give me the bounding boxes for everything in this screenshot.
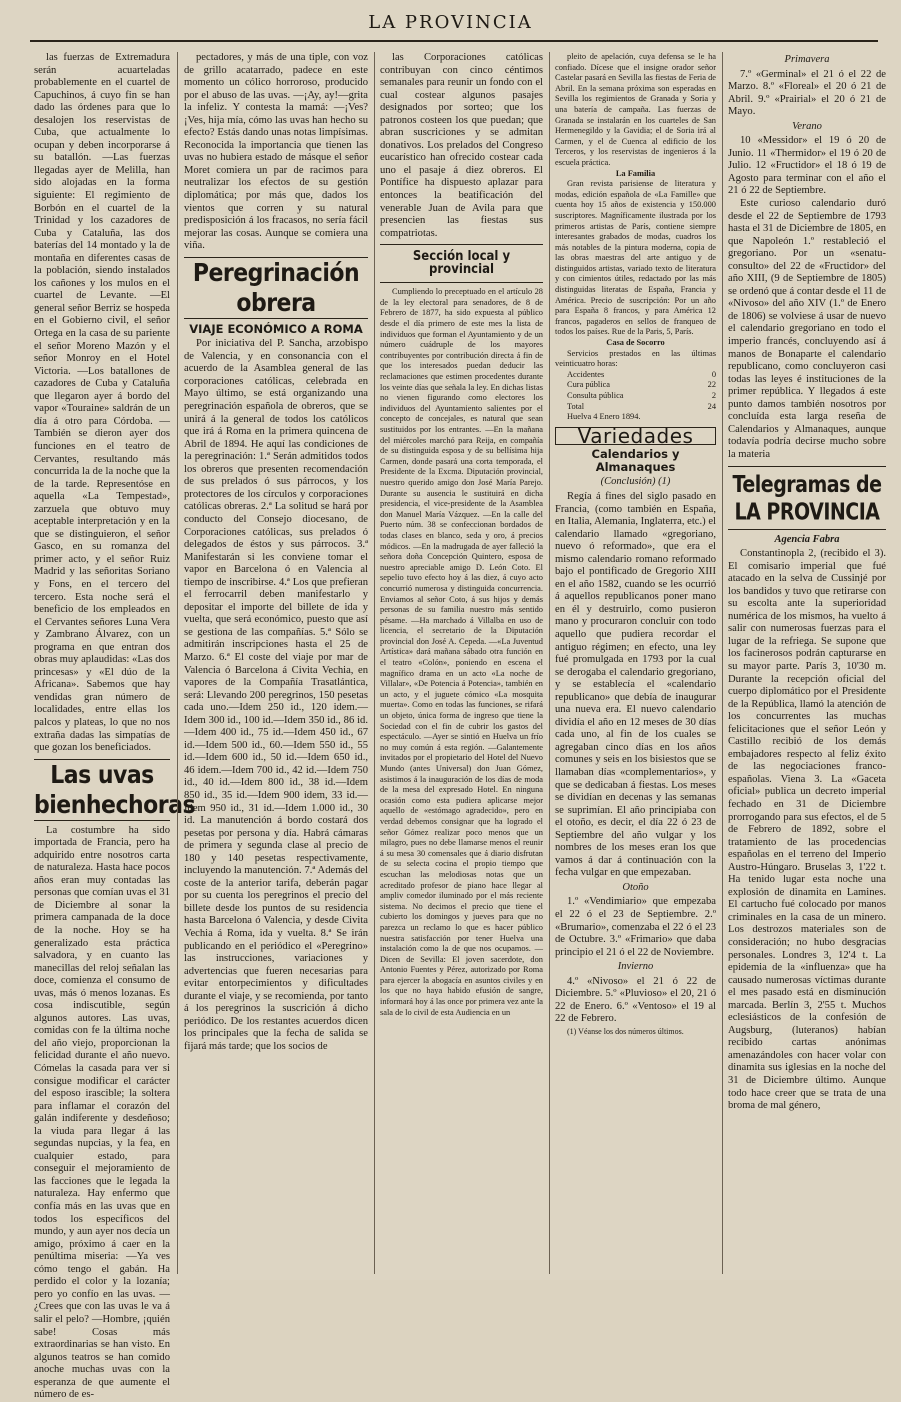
- article-text: las Corporaciones católicas contribuyan con cinco céntimos semanales para reunir un fondo con el cual costear algunos pasajes designados por sorteo; que los patronos costeen los que puedan; que abran suscriciones y se admitan donativos. Los prelados del Congreso eucarístico han ofrecido costear cada uno el pasaje á diez obreros. El Pontífice ha dispuesto aplazar para entonces la beatificación del venerable Juan de Avila para que presencien las fiestas sus compatriotas.: [380, 52, 543, 239]
- familia-heading: La Familia: [615, 168, 656, 178]
- section-heading-box: [380, 244, 543, 283]
- article-text: pectadores, y más de una tiple, con voz de grillo acatarrado, padece en este momento un cólico horroroso, producido por el abuso de las uvas. —¡Ay, ay!—grita la infeliz. Y contesta la mamá: —¡Ves? ¡Ves, hija mía, cómo las uvas han hecho su efecto? Estás dando unas notas limpísimas. Reconocida la importancia que tienen las uvas no hubiera estado de másque el señor Moret comiera un par de racimos para neutralizar los efectos de su gestión diplomática; por más que, dados los vientos que corren y su natural predisposición á los fracasos, no sería fácil mejorar las cosas. Aunque se comiera una viña.: [184, 52, 368, 252]
- article-text: La costumbre ha sido importada de Francia, pero ha adquirido entre nosotros carta de naturaleza. Hasta hace pocos años eran muy contadas las personas que comían uvas el 31 de Diciembre al sonar la primera campanada de la doce de la noche. Hoy se ha generalizado esta práctica salvadora, y en cuanto las manecillas del reloj señalan las doce, comienza el consumo de uvas, más ó menos lozanas. Es cosa indiscutible, según algunos autores. Las uvas, comidas con fe la última noche del año viejo, proporcionan la felicidad durante el año nuevo. Cómelas la casada para ver si consigue modificar el carácter del esposo irascible; la soltera para inflamar el corazón del galán indiferente y desdeñoso; la viuda para llegar á las segundas nupcias, y la fea, en cualquier estado, para conseguir el mejoramiento de las facciones que le legada la naturaleza. Hay enfermo que confía más en las uvas que en todos los específicos del mundo, y aun ayer nos decía un amigo, próximo á caer en la penúltima miseria: —Ya ves cómo tengo el gabán. Ha perdido el color y la lozanía; pero yo confío en las uvas. —¿Crees que con las uvas le va á salir el pelo? —Hombre, ¡quién sabe! Cosas más extraordinarias se han visto. En algunos teatros se han comido anoche muchas uvas con la esperanza de que aumente el número de es-: [34, 824, 170, 1401]
- article-heading: Peregrinación obrera: [192, 258, 360, 318]
- familia-text: Gran revista parisiense de literatura y modas, edición española de «La Famille» que cuenta hoy 15 años de existencia y 150.000 suscriptores. Magníficamente ilustrada por los primeros artistas de París, contiene siempre interesantes grabados de modas, cuadros los más notables de la pintura moderna, copia de las obras maestras del arte antiguo y de distinguidos artistas, variado texto de literatura y con cimientos útiles, redactado por las más distinguidas literatas de España, Francia y América. Precio de suscripción: Por un año para España 8 francos, y para América 12 francos, pagaderos en sellos de franqueo de todos los países. Rue de la Paris, 5, París.: [555, 179, 716, 337]
- column-divider: [177, 52, 178, 1274]
- socorro-row: [555, 380, 716, 391]
- socorro-row-label: Accidentes: [567, 369, 605, 379]
- section-heading-box: [184, 257, 368, 319]
- primavera-heading: Primavera: [784, 54, 830, 65]
- agencia-label: Agencia Fabra: [774, 533, 840, 545]
- socorro-intro: Servicios prestados en las últimas veinticuatro horas:: [555, 348, 716, 369]
- conclusion-note: (Conclusión) (1): [600, 476, 671, 488]
- column-divider: [549, 52, 550, 1274]
- telegramas-heading: Telegramas de LA PROVINCIA: [732, 470, 882, 525]
- masthead-rule: [30, 40, 878, 42]
- footnote: (1) Véanse los dos números últimos.: [567, 1026, 684, 1036]
- local-news: [380, 287, 543, 1018]
- socorro-total-row: [555, 402, 716, 413]
- socorro-row-label: Consulta pública: [567, 391, 624, 400]
- section-heading: Sección local y provincial: [412, 249, 511, 277]
- socorro-row-label: Cura pública: [567, 380, 611, 390]
- otono-text: 1.º «Vendimiario» que empezaba el 22 ó el 23 de Septiembre. 2.º «Brumario», comenzaba el 22 ó el 23 de Octubre. 3.º «Frimario» que daba principio el 21 ó el 22 de Noviembre.: [555, 896, 716, 958]
- section-heading-box: [728, 466, 886, 530]
- column-4: [555, 52, 716, 1274]
- socorro-total-label: Total: [567, 401, 585, 411]
- short-news-text: pleito de apelación, cuya defensa se le ha confiado. Dícese que el insigne orador señor Castelar pasará en Sevilla las fiestas de Feria de Abril. En la semana próxima son esperadas en Sevilla los regimientos de Granada y Soria y una batería de campaña. Las fuerzas de Granada se instalarán en los cuarteles de San Hermenegildo y la Gavidia; el de Soria irá al Carmen, y el de Cuenca al edificio de los Terceros, y los reservistas de ingenieros á la escuela práctica.: [555, 52, 716, 167]
- column-divider: [374, 52, 375, 1274]
- variedades-heading: Variedades: [555, 427, 716, 446]
- newspaper-title: LA PROVINCIA: [368, 12, 533, 33]
- socorro-heading: Casa de Socorro: [606, 338, 665, 348]
- column-1: [34, 52, 196, 1401]
- article-subheading: VIAJE ECONÓMICO A ROMA: [189, 321, 363, 336]
- socorro-row: [555, 370, 716, 381]
- verano-heading: Verano: [792, 120, 822, 132]
- short-news: [555, 52, 716, 423]
- socorro-row-value: 22: [707, 380, 716, 390]
- local-news-text: Cumpliendo lo preceptuado en el artículo 28 de la ley electoral para senadores, de 8 de Febrero de 1877, ha sido expuesta al público desde el día primero de este mes la lista de individuos que forman el Ayuntamiento y de un número cuádruple de los mayores contribuyentes por contribución directa á fin de que los interesados puedan deducir las reclamaciones que estimen procedentes durante los veinte días que señala la ley. En dichas listas no vienen figurando como electores los individuos del Ayuntamiento salientes por el concepto de concejales, es natural que sean sustituidos por los entrantes. —En la mañana del miércoles marchó para Reija, en compañía de su distinguida esposa y de su bellísima hija Carmen, donde pasará una corta temporada, el Presidente de la Excma. Diputación provincial, nuestro querido amigo don José María Parejo. Durante su ausencia le sustituirá en dicha presidencia, el vice-presidente de la Asamblea don Manuel María Vázquez. —En la calle del Puerto núm. 38 se confeccionan bordados de todas clases en blanco, seda y oro, á precios módicos. —En la madrugada de ayer falleció la señora doña Concepción Quintero, esposa de nuestro apreciable amigo D. León Coto. El sepelio tuvo efecto hoy á las diez, á cuyo acto concurrió numerosa y distinguida concurrencia. Enviamos al señor Coto, á sus hijos y demás personas de su familia nuestro más sentido pésame. —Ha marchado á Villalba en uso de licencia, el secretario de la Diputación provincial don José A. Cepeda. —«La Juventud Artística» dará mañana sábado otra función en el teatro «Colón», poniendo en escena el magnífico drama en un acto «La noche de Villalar», «De Potencia á Potencia», también en un acto, y el juguete cómico «La mosquita muerta». Como en todas las funciones, se rifará un objeto, única forma de ingreso que tiene la Sociedad con el fin de cubrir los gastos del espectáculo. —Ayer se sintió en Huelva un frío no muy común á esta región. —Galantemente invitados por el propietario del Hotel del Nuevo Mundo (antes Universal) don Juan Gómez, asistimos á la inauguración de los días de moda de la mesa del expresado Hotel. En ninguna ocasión como esta pudiera aplicarse mejor aquello de «estómago agradecido», pero en verdad debemos consignar que ha logrado el señor Gómez realizar poco menos que un milagro, pues no debe llamarse menos el reunir á su mesa 30 comensales que á diario disfrutan de su selecta cocina el propio tiempo que escuchan las melodiosas notas que un acreditado profesor de piano hace llegar al ampliv comedor iluminado por el más reciente sistema. No decimos el precio que tiene el cubierto los domingos y jueves para que no parezca un reclamo lo que es hacer público nuestra satisfacción por tener Huelva una instalación como la de que nos ocupamos. —Dicen de Sevilla: El joven sacerdote, don Antonio Fuentes y Pérez, autorizado por Roma para ejercer la abogacía en asuntos civiles y en los que no haya habido efusión de sangre, informará hoy á las once por primera vez ante la sala de lo civil de esta Audiencia en un: [380, 287, 543, 1017]
- verano-text: 10 «Messidor» el 19 ó 20 de Junio. 11 «Thermidor» el 19 ó 20 de Julio. 12 «Fructidor» el 18 ó 19 de Agosto para terminar con el año el 21 ó 22 de Septiembre.: [728, 135, 886, 197]
- socorro-date: Huelva 4 Enero 1894.: [567, 412, 641, 422]
- socorro-row: [555, 391, 716, 402]
- section-heading-box: [34, 759, 196, 821]
- socorro-list: [555, 370, 716, 402]
- calendarios-heading: Calendarios y Almanaques: [591, 447, 680, 474]
- calendar-text: Este curioso calendario duró desde el 22 de Septiembre de 1793 hasta el 31 de Diciembre de 1805, en que Napoleón 1.º restableció el gregoriano. Por un «senatu-consulto» del 22 de «Fructidor» del año XIII, (9 de Septiembre de 1805) se ordenó que á contar desde el 11 de «Nivoso» del año XIV (1.º de Enero de 1806) se volviese á usar de nuevo el calendario gregoriano en todo el imperio francés, concluyendo así á manos de Bonaparte el calendario republicano, como concluyeron casi todas las leyes é instituciones de la primer república. Y llegados á este punto damos también nosotros por concluída esta larga reseña de Calendarios y Almanaques, aunque todavía podría decirse mucho sobre la materia: [728, 198, 886, 460]
- invierno-heading: Invierno: [617, 961, 654, 973]
- telegram-text: Constantinopla 2, (recibido el 3). El comisario imperial que fué atacado en la selva de Cussinjé por los bandidos y tuvo que retirarse con su escolta ante la superioridad numérica de los mismos, ha vuelto á salir con numerosas fuerzas para el lugar de la refriega. Se supone que los facinerosos podrán capturarse en su mayor parte. París 3, 10'30 m. Durante la recepción oficial del cuerpo diplomático por el Presidente de la República, llamó la atención de los concurrentes las muchas felicitaciones que el señor León y Castillo recibió de los demás embajadores respecto al feliz éxito de las negociaciones franco-españolas. Viena 3. La «Gaceta oficial» publica un decreto imperial fechado en 31 de Diciembre prorrogando para sus efectos, el de 5 de Febrero de 1892, sobre el tratamiento de las procedencias españolas en el terreno del Imperio Austro-Húngaro. Bruselas 3, 1'22 t. Ha tenido lugar esta noche una explosión de dinamita en Lamines. El cartucho fué colocado por manos criminales en la casa de un minero. Los destrozos materiales son de consideración; no hubo desgracias personales. Londres 3, 12'4 t. La epidemia de la «influenza» que ha causado numerosas víctimas durante el mes pasado está en disminución marcada. Berlín 3, 2'55 t. Muchos eclesiásticos de la confesión de Augsburg, (luteranos) habían recibido cartas anónimas amenazándoles con hacer volar con dinamita sus iglesias en la noche del 31 de Diciembre último. Aunque todo hace creer que se trata de una broma de mal género,: [728, 548, 886, 1112]
- article-text: Por iniciativa del P. Sancha, arzobispo de Valencia, y en consonancia con el acuerdo de la Asamblea general de las corporaciones católicas, celebrada en Mayo último, se está organizando una peregrinación española de obreros, que se unirá á la general de todos los católicos que irá á Roma en la primera quincena de Abril de 1894. He aquí las condiciones de la peregrinación: 1.ª Serán admitidos todos los obreros que presenten recomendación de sus prelados ó sus párrocos, y los protectores de los círculos y corporaciones católicas obreras. 2.ª La solitud se hará por conducto del Consejo diocesano, de Corporaciones católicas, sus prelados ó delegados de éstos y sus párrocos. 3.ª Manifestarán si les conviene tomar el vapor en Barcelona ó en Valencia al tiempo de inscribirse. 4.ª Los que prefieran el ferrocarril deben manifestarlo y depositar el importe del billete de ida y vuelta, que será económico, puesto que así se gestiona de las compañías. 5.ª Sólo se admitirán inscripciones hasta el 25 de Marzo. 6.ª El coste del viaje por mar de Valencia ó Barcelona á Civita Vechia, en vapores de la Compañía Trasatlántica, será: Llevando 200 peregrinos, 150 pesetas cada uno.—Idem 250 id., 120 idem.—Idem 300 id., 100 id.—Idem 350 id., 86 id.—Idem 400 id., 75 id.—Idem 450 id., 67 id.—Idem 500 id., 60.—Idem 550 id., 55 id.—Idem 600 id., 50 id.—Idem 650 id., 46 idem.—Idem 700 id., 42 id.—Idem 750 id., 40 id.—Idem 800 id., 38 id.—Idem 850 id., 35 id.—Idem 900 idem, 33 id.—Idem 950 id., 31 id.—Idem 1.000 id., 30 id. La manutención á bordo costará dos pesetas por persona y día. Habrá cámaras de primera y segunda clase al precio de 180 y 140 pesetas respectivamente, incluyendo la manutención. 7.ª Además del coste de la anterior tarifa, deberán pagar por su cuenta los peregrinos el precio del billete desde los puntos de su residencia hasta Barcelona ó Valencia, y desde Civita Vechia á Roma, ida y vuelta. 8.ª Se irán publicando en el periódico el «Peregrino» las instrucciones, variaciones y advertencias que fueren necesarias para evitar entorpecimientos y dificultades durante el viaje, y se recomienda, por tanto á los peregrinos la suscrición á dicho periódico. De los restantes acuerdos dicen los principales que la fecha de salida se fijará más tarde; que los socios de: [184, 338, 368, 1052]
- primavera-text: 7.º «Germinal» el 21 ó el 22 de Marzo. 8.º «Floreal» el 20 ó 21 de Abril. 9.º «Prairial» el 20 ó 21 de Mayo.: [728, 68, 886, 118]
- invierno-text: 4.º «Nivoso» el 21 ó 22 de Diciembre. 5.º «Pluvioso» el 20, 21 ó 22 de Enero. 6.º «Ventoso» el 19 al 22 de Febrero.: [555, 975, 716, 1025]
- news-text: las fuerzas de Extremadura serán acuarteladas probablemente en el cuartel de Capuchinos, á cuyo fin se han dado las órdenes para que lo desalojen los reservistas de Cuba, que actualmente lo ocupan y deben incorporarse á su batallón. —Las fuerzas llegadas ayer de Melilla, han sido alojadas en la forma siguiente: El regimiento de Borbón en el cuartel de la Trinidad y los cazadores de Cuba y Cataluña, las dos baterías del 14 montado y la de montaña en diferentes casas de la población, siendo instalados los cañones y los mulos en el cuartel de Levante. —El general señor Berriz se hospeda en el Gobierno civil, el señor Ortega en la casa de su pariente el señor Moreno Mazón y el señor Monroy en el Hotel Victoria. —Los batallones de cazadores de Cuba y Cataluña que llegaron ayer á bordo del vapor «Touraine» saldrán de un día á otro para Córdoba. —También se dieron ayer dos funciones en el teatro de Cervantes, resultando más concurrida la de la noche que la de la tarde. Representóse en aquella «La Tempestad», zarzuela que obtuvo muy aceptable interpretación y en la que se distinguieron, el señor Gasco, en su romanza del primer acto, y el señor Ruiz Madrid y las señoritas Soriano y Fons, en el tercero del tercero. Esta noche será el beneficio de los empleados en el Cervantes señores Luna Vera y Zambrano Álvarez, con un programa en que entran dos obras muy aplaudidas: «Las dos princesas» y «El dúo de la Africana». Sabemos que hay vendidas gran número de localidades, entre ellas los palcos y plateas, lo que no nos extraña dadas las simpatías de que gozan los beneficiados.: [34, 52, 170, 754]
- column-divider: [722, 52, 723, 1274]
- column-2: [184, 52, 368, 1274]
- otono-heading: Otoño: [622, 881, 649, 893]
- article-heading: Las uvas bienhechoras: [34, 760, 196, 820]
- socorro-row-value: 2: [711, 391, 716, 400]
- masthead: [0, 8, 901, 46]
- column-3: [380, 52, 543, 1274]
- socorro-row-value: 0: [711, 369, 716, 379]
- socorro-total-value: 24: [707, 401, 716, 411]
- column-5: [728, 52, 886, 1274]
- calendar-text: Regía á fines del siglo pasado en Francia, (como también en España, en Italia, Alemania, Inglaterra, etc.) el calendario llamado «gregoriano, nuevo ó reformado», que era el mismo calendario romano reformado bajo el pontificado de Gregorio XIII en el año 1582, cuando se les ocurrió á aquellos republicanos poner mano en él y destruirlo, como pusieron mano y procuraron concluir con todo aquello que pudiera recordar el antiguo régimen; en efecto, una ley fué promulgada en 1793 por la cual se derogaba el calendario gregoriano, y se establecía el «calendario republicano» que debía de inaugurar una nueva era. El nuevo calendario dividía el año en 12 meses de 30 días cada uno, al fin de los cuales se agregaban cinco días en los años comunes y seis en los bisiestos que se llamaban días «complementarios», y que se dedicaban á fiestas. Los meses se dividían en decenas y las semanas se suprimían. El año principiaba con el otoño, es decir, el día 22 ó 23 de Septiembre del año vulgar y los nombres de los meses eran los que vamos á dar á continuación con la fecha vulgar en que empezaban.: [555, 490, 716, 879]
